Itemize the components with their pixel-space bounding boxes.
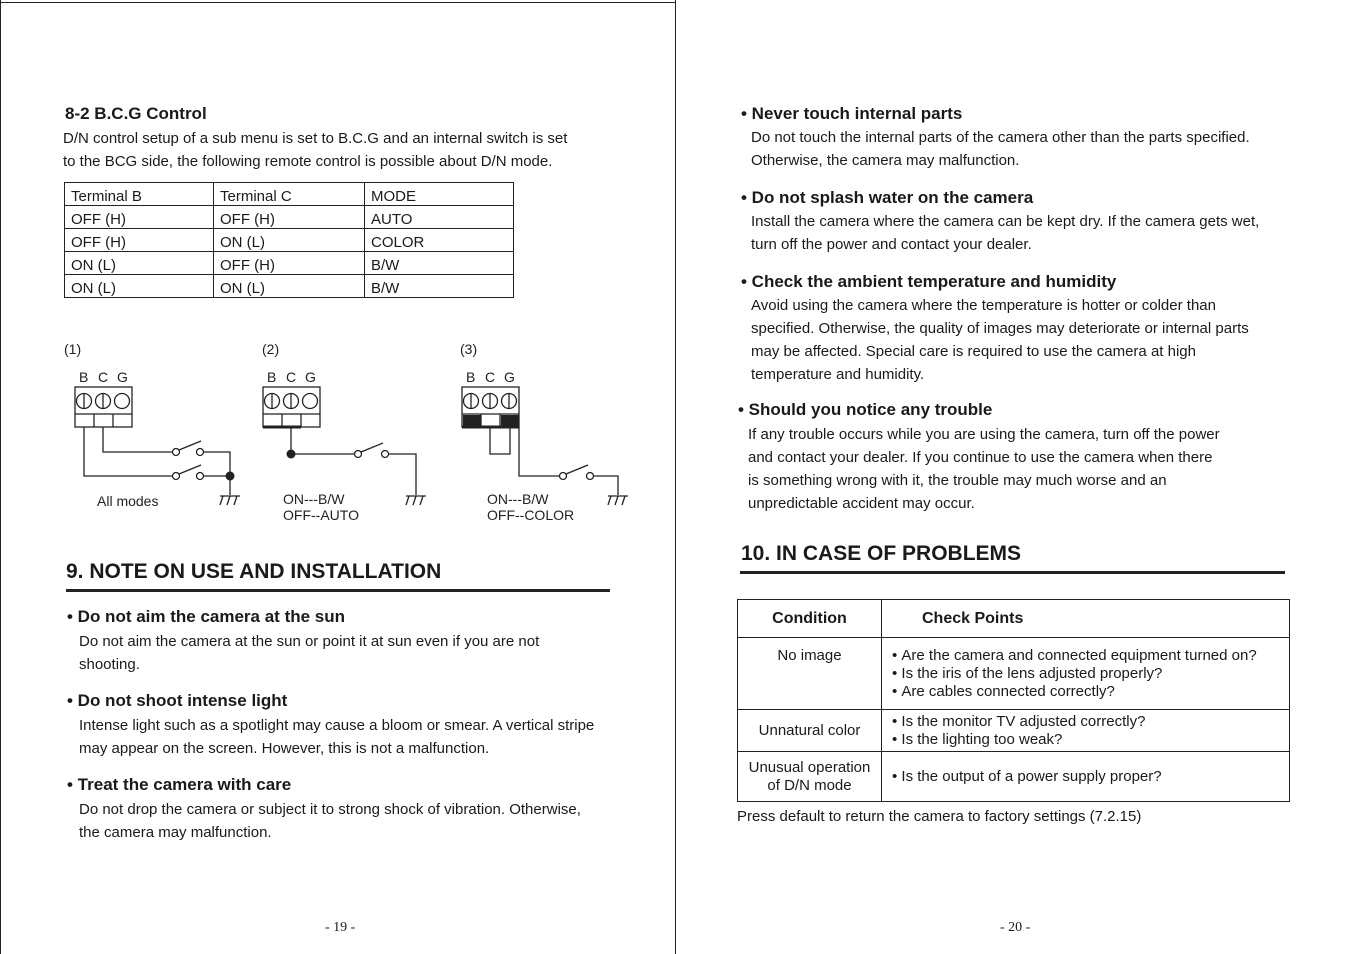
diagram-2: [263, 387, 426, 505]
table-cell: COLOR: [365, 229, 514, 252]
wiring-diagrams: [55, 335, 645, 535]
section-10-title: 10. IN CASE OF PROBLEMS: [741, 542, 1022, 565]
table-cell: B/W: [365, 252, 514, 275]
note-text: turn off the power and contact your dealer.: [751, 236, 1032, 253]
condition-text: Unusual operation: [748, 758, 871, 776]
note-text: the camera may malfunction.: [79, 824, 272, 841]
diagram-3: [462, 387, 628, 505]
table-header-row: [738, 600, 1290, 638]
diagram-2-caption-2: OFF--AUTO: [283, 507, 359, 523]
table-row: [65, 229, 514, 252]
condition-text: of D/N mode: [767, 776, 852, 794]
table-cell: ON (L): [214, 275, 365, 298]
note-text: shooting.: [79, 656, 140, 673]
diagram-1-number: (1): [64, 341, 82, 357]
table-row: [738, 638, 1290, 710]
condition-cell: [738, 710, 882, 752]
diagram-3-caption-2: OFF--COLOR: [487, 507, 575, 523]
note-text: is something wrong with it, the trouble may much worse and an: [748, 472, 1167, 489]
condition-cell: [738, 752, 882, 802]
note-text: Otherwise, the camera may malfunction.: [751, 152, 1020, 169]
page-number-right: - 20 -: [1000, 920, 1031, 935]
header-terminal-c: Terminal C: [214, 183, 365, 206]
note-title-temperature: • Check the ambient temperature and humidity: [741, 272, 1117, 291]
table-cell: OFF (H): [65, 229, 214, 252]
table-row: [738, 752, 1290, 802]
section-9-rule: [66, 589, 610, 592]
left-page-edge: [0, 0, 1, 954]
check-points-cell: [882, 710, 1290, 752]
note-title-internal: • Never touch internal parts: [741, 104, 963, 123]
section-10-rule: [740, 571, 1285, 574]
diagram-1: [75, 387, 240, 505]
table-cell: AUTO: [365, 206, 514, 229]
terminal-label: B: [466, 369, 476, 385]
page-divider: [675, 0, 676, 954]
diagram-2-number: (2): [262, 341, 280, 357]
jumper-block: [463, 415, 481, 426]
note-text: Install the camera where the camera can be kept dry. If the camera gets wet,: [751, 213, 1260, 230]
terminal-label: C: [286, 369, 297, 385]
junction-dot: [287, 450, 296, 459]
section-8-2-intro-1: D/N control setup of a sub menu is set to B.C.G and an internal switch is set: [63, 130, 568, 147]
table-cell: ON (L): [65, 252, 214, 275]
table-cell: B/W: [365, 275, 514, 298]
check-point: • Is the output of a power supply proper?: [892, 768, 1289, 786]
jumper-block: [501, 415, 519, 426]
check-point: • Is the lighting too weak?: [892, 731, 1289, 749]
note-text: unpredictable accident may occur.: [748, 495, 975, 512]
check-points-cell: [882, 752, 1290, 802]
section-8-2-intro-2: to the BCG side, the following remote control is possible about D/N mode.: [63, 153, 553, 170]
terminal-label: G: [305, 369, 316, 385]
note-title-water: • Do not splash water on the camera: [741, 188, 1034, 207]
terminal-label: C: [98, 369, 109, 385]
top-edge: [0, 2, 676, 3]
condition-text: No image: [777, 647, 842, 664]
header-condition: Condition: [738, 600, 882, 638]
terminal-label: B: [267, 369, 277, 385]
table-row: [65, 206, 514, 229]
condition-text: Unnatural color: [758, 722, 861, 739]
bcg-mode-table: [64, 182, 514, 298]
check-point: • Is the monitor TV adjusted correctly?: [892, 713, 1289, 731]
note-text: Do not drop the camera or subject it to strong shock of vibration. Otherwise,: [79, 801, 581, 818]
check-point: • Is the iris of the lens adjusted properly?: [892, 665, 1289, 683]
problems-table: [737, 599, 1290, 802]
section-8-2-title: 8-2 B.C.G Control: [65, 104, 207, 123]
note-text: Do not aim the camera at the sun or point it at sun even if you are not: [79, 633, 540, 650]
table-row: [738, 710, 1290, 752]
header-mode: MODE: [365, 183, 514, 206]
table-cell: ON (L): [214, 229, 365, 252]
note-text: specified. Otherwise, the quality of images may deteriorate or internal parts: [751, 320, 1249, 337]
section-9-title: 9. NOTE ON USE AND INSTALLATION: [66, 560, 442, 583]
note-text: If any trouble occurs while you are using the camera, turn off the power: [748, 426, 1220, 443]
diagram-3-caption-1: ON---B/W: [487, 491, 549, 507]
terminal-label: G: [504, 369, 515, 385]
note-text: Intense light such as a spotlight may cause a bloom or smear. A vertical stripe: [79, 717, 595, 734]
header-terminal-b: Terminal B: [65, 183, 214, 206]
note-title-care: • Treat the camera with care: [67, 775, 292, 794]
check-point: • Are cables connected correctly?: [892, 683, 1289, 701]
note-title-sun: • Do not aim the camera at the sun: [67, 607, 346, 626]
diagram-3-number: (3): [460, 341, 478, 357]
junction-dot: [226, 472, 235, 481]
table-cell: OFF (H): [214, 252, 365, 275]
note-text: Do not touch the internal parts of the camera other than the parts specified.: [751, 129, 1250, 146]
condition-cell: [738, 638, 882, 710]
check-point: • Are the camera and connected equipment turned on?: [892, 647, 1289, 665]
note-title-light: • Do not shoot intense light: [67, 691, 288, 710]
note-text: may be affected. Special care is required to use the camera at high: [751, 343, 1196, 360]
factory-settings-note: Press default to return the camera to factory settings (7.2.15): [737, 808, 1142, 825]
note-text: may appear on the screen. However, this is not a malfunction.: [79, 740, 490, 757]
table-header-row: [65, 183, 514, 206]
terminal-label: B: [79, 369, 89, 385]
table-cell: ON (L): [65, 275, 214, 298]
page-number-left: - 19 -: [325, 920, 356, 935]
check-points-cell: [882, 638, 1290, 710]
note-text: Avoid using the camera where the temperature is hotter or colder than: [751, 297, 1216, 314]
table-cell: OFF (H): [65, 206, 214, 229]
terminal-label: C: [485, 369, 496, 385]
note-text: and contact your dealer. If you continue to use the camera when there: [748, 449, 1213, 466]
header-check-points: Check Points: [882, 600, 1290, 638]
diagram-2-caption-1: ON---B/W: [283, 491, 345, 507]
terminal-label: G: [117, 369, 128, 385]
table-row: [65, 252, 514, 275]
table-row: [65, 275, 514, 298]
table-cell: OFF (H): [214, 206, 365, 229]
note-text: temperature and humidity.: [751, 366, 925, 383]
diagram-1-caption: All modes: [97, 493, 159, 509]
note-title-trouble: • Should you notice any trouble: [738, 400, 993, 419]
